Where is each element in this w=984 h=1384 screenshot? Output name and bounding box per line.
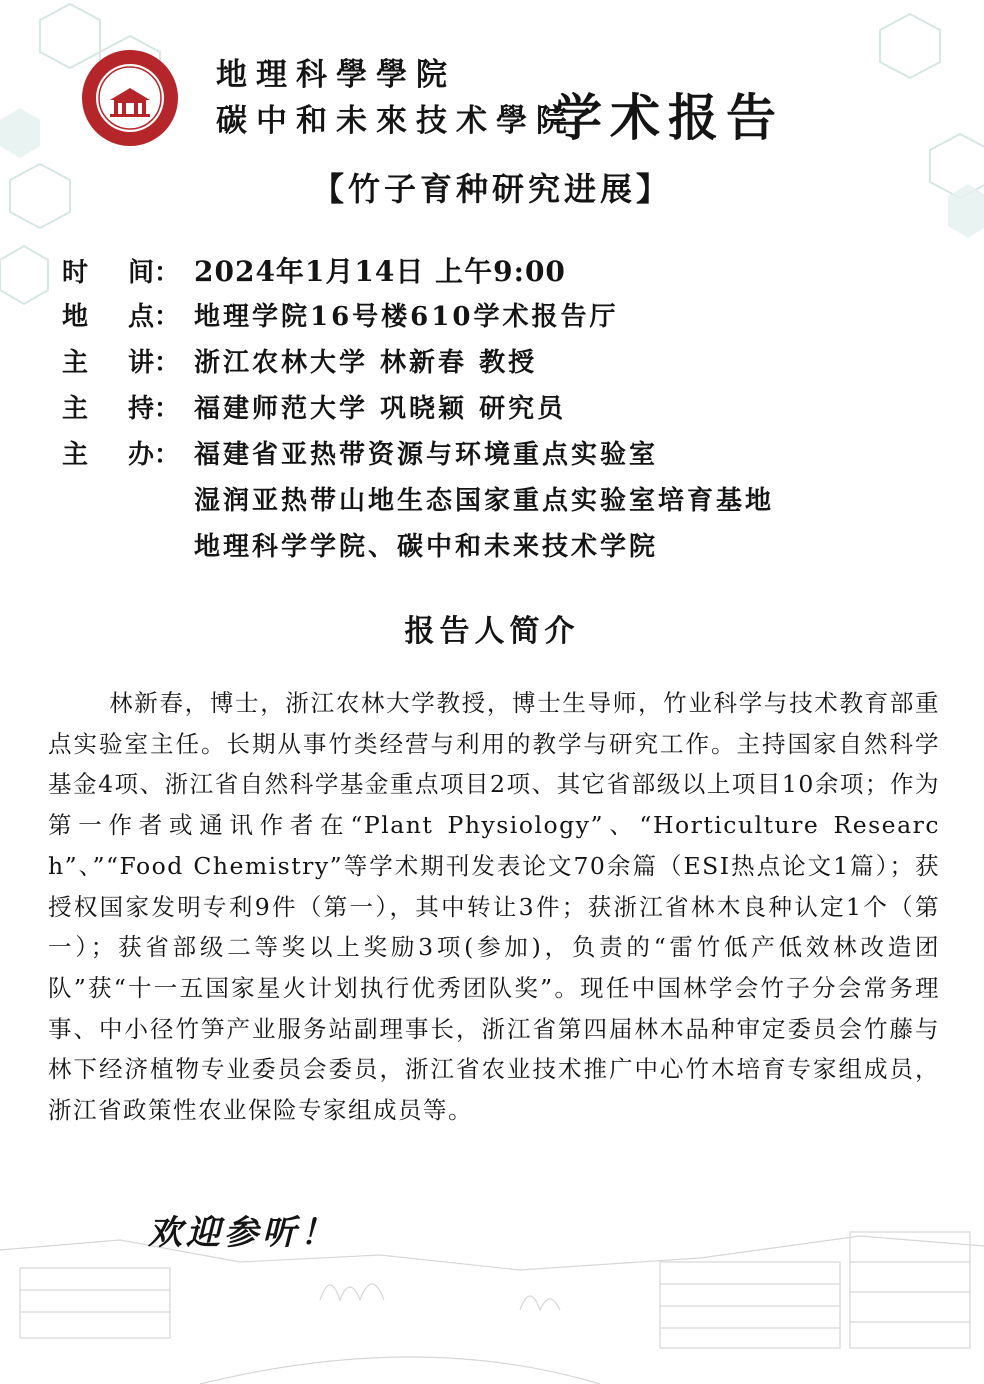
bio-heading: 报告人简介 [404,614,580,649]
organizer-value-2: 湿润亚热带山地生态国家重点实验室培育基地 [194,486,775,516]
organizer-value-1: 福建省亚热带资源与环境重点实验室 [194,440,659,470]
school-name-geography: 地理科學學院 [216,57,456,93]
school-names [216,52,576,144]
speaker-label: 主 讲： [62,348,181,378]
info-row-host [62,388,942,434]
info-row-speaker [62,342,942,388]
report-topic: 【竹子育种研究进展】 [311,170,672,208]
welcome-text: 欢迎参听！ [148,1213,338,1253]
time-label: 时 间： [62,258,181,288]
info-row-place [62,296,942,342]
page-title: 学术报告 [552,88,784,147]
time-value: 2024年1月14日 上午9:00 [194,255,566,288]
host-label: 主 持： [62,394,181,424]
info-row-time [62,250,942,296]
place-label: 地 点： [62,302,181,332]
report-info [62,250,942,572]
info-row-organizer [62,434,942,480]
organizer-value-3: 地理科学学院、碳中和未来技术学院 [194,532,659,562]
bio-text: 林新春，博士，浙江农林大学教授，博士生导师，竹业科学与技术教育部重点实验室主任。长期从事竹类经营与利用的教学与研究工作。主持国家自然科学基金4项、浙江省自然科学基金重点项目2项、其它省部级以上项目10余项；作为第一作者或通讯作者在“Plant Physiology”、“Horticulture Research”、”“Food Chemistry”等学术期刊发表论文70余篇（ESI热点论文1篇）；获授权国家发明专利9件（第一），其中转让3件；获浙江省林木良种认定1个（第一）；获省部级二等奖以上奖励3项(参加)，负责的“雷竹低产低效林改造团队”获“十一五国家星火计划执行优秀团队奖”。现任中国林学会竹子分会常务理事、中小径竹笋产业服务站副理事长，浙江省第四届林木品种审定委员会竹藤与林下经济植物专业委员会委员，浙江省农业技术推广中心竹木培育专家组成员，浙江省政策性农业保险专家组成员等。 [48,689,940,1125]
place-value: 地理学院16号楼610学术报告厅 [194,302,619,332]
host-value: 福建师范大学 巩晓颖 研究员 [194,394,567,424]
organizer-label: 主 办： [62,440,181,470]
speaker-value: 浙江农林大学 林新春 教授 [194,348,538,378]
school-name-carbon-neutral: 碳中和未來技术學院 [216,103,576,139]
university-seal-icon [80,48,180,148]
